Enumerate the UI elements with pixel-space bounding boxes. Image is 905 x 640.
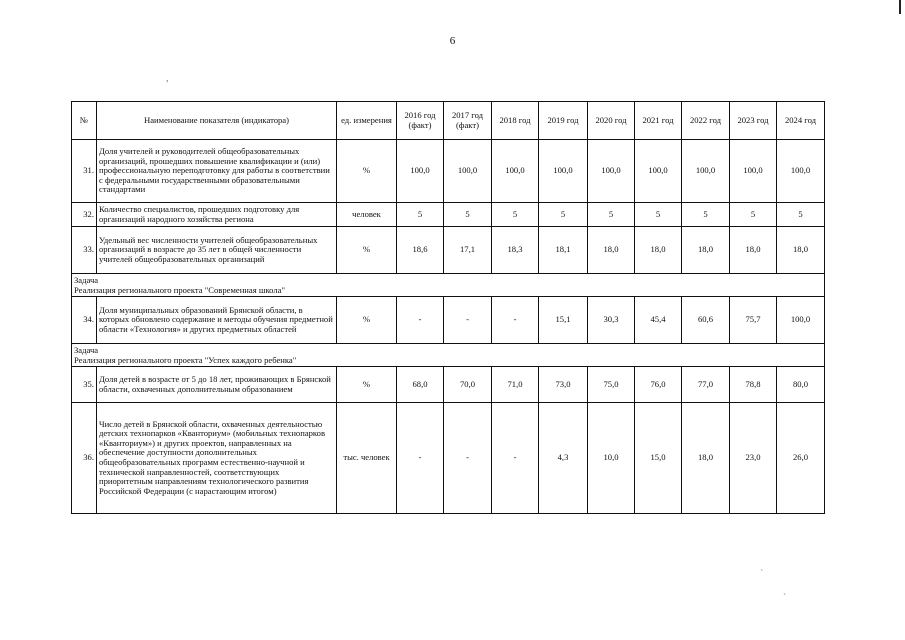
value-cell: 100,0 <box>397 140 444 203</box>
value-cell: 100,0 <box>682 140 730 203</box>
table-row <box>72 227 825 274</box>
value-cell: 5 <box>730 203 777 227</box>
value-cell: - <box>492 297 539 344</box>
scan-artifact: ` <box>783 593 787 604</box>
value-cell: 100,0 <box>777 140 825 203</box>
row-number: 35. <box>72 367 97 403</box>
unit-cell: % <box>337 297 397 344</box>
value-cell: 100,0 <box>777 297 825 344</box>
value-cell: 26,0 <box>777 403 825 514</box>
value-cell: 71,0 <box>492 367 539 403</box>
value-cell: 30,3 <box>588 297 635 344</box>
value-cell: 100,0 <box>539 140 588 203</box>
header-year: 2024 год <box>777 102 825 140</box>
value-cell: 15,1 <box>539 297 588 344</box>
header-name: Наименование показателя (индикатора) <box>97 102 337 140</box>
table-row <box>72 403 825 514</box>
value-cell: - <box>444 403 492 514</box>
value-cell: 18,0 <box>682 227 730 274</box>
value-cell: 73,0 <box>539 367 588 403</box>
scan-artifact: , <box>166 73 169 84</box>
header-year: 2021 год <box>635 102 682 140</box>
value-cell: 70,0 <box>444 367 492 403</box>
value-cell: 18,0 <box>588 227 635 274</box>
indicator-name: Удельный вес численности учителей общеобразовательных организаций в возрасте до 35 лет в общей численности учителей общеобразовательных организаций <box>97 227 337 274</box>
value-cell: 15,0 <box>635 403 682 514</box>
unit-cell: % <box>337 227 397 274</box>
row-number: 34. <box>72 297 97 344</box>
value-cell: - <box>492 403 539 514</box>
value-cell: 100,0 <box>444 140 492 203</box>
value-cell: 5 <box>588 203 635 227</box>
value-cell: 75,7 <box>730 297 777 344</box>
indicators-table <box>71 101 825 514</box>
value-cell: 76,0 <box>635 367 682 403</box>
value-cell: 5 <box>492 203 539 227</box>
value-cell: 80,0 <box>777 367 825 403</box>
value-cell: 45,4 <box>635 297 682 344</box>
value-cell: 77,0 <box>682 367 730 403</box>
indicator-name: Число детей в Брянской области, охваченных деятельностью детских технопарков «Кванториум» (мобильных технопарков «Кванториум») и других проектов, направленных на обеспечение доступности дополнительных общеобразовательных программ естественно-научной и технической направленностей, соответствующих приоритетным направлениям технологического развития Российской Федерации (с нарастающим итогом) <box>97 403 337 514</box>
row-number: 32. <box>72 203 97 227</box>
task-cell <box>72 274 825 297</box>
scan-edge-mark <box>899 0 901 14</box>
value-cell: 4,3 <box>539 403 588 514</box>
scan-artifact: ` <box>760 569 764 580</box>
value-cell: 10,0 <box>588 403 635 514</box>
task-text: Реализация регионального проекта "Успех каждого ребенка" <box>74 355 297 365</box>
indicator-name: Доля муниципальных образований Брянской области, в которых обновлено содержание и методы обучения предметной области «Технология» и других предметных областей <box>97 297 337 344</box>
row-number: 31. <box>72 140 97 203</box>
value-cell: 18,0 <box>635 227 682 274</box>
value-cell: 68,0 <box>397 367 444 403</box>
value-cell: 5 <box>635 203 682 227</box>
unit-cell: тыс. человек <box>337 403 397 514</box>
value-cell: 17,1 <box>444 227 492 274</box>
row-number: 36. <box>72 403 97 514</box>
table-row <box>72 140 825 203</box>
value-cell: 18,0 <box>682 403 730 514</box>
value-cell: 5 <box>397 203 444 227</box>
task-text: Реализация регионального проекта "Современная школа" <box>74 285 285 295</box>
value-cell: 18,1 <box>539 227 588 274</box>
task-label: Задача <box>74 274 99 285</box>
indicator-name: Доля учителей и руководителей общеобразовательных организаций, прошедших повышение квалификации и (или) профессиональную переподготовку для работы в соответствии с федеральными государственными образовательными стандартами <box>97 140 337 203</box>
header-num: № <box>72 102 97 140</box>
value-cell: - <box>397 297 444 344</box>
value-cell: 18,0 <box>730 227 777 274</box>
value-cell: 18,0 <box>777 227 825 274</box>
header-year: 2018 год <box>492 102 539 140</box>
value-cell: 5 <box>682 203 730 227</box>
table-row <box>72 367 825 403</box>
value-cell: 78,8 <box>730 367 777 403</box>
header-year: 2020 год <box>588 102 635 140</box>
value-cell: 100,0 <box>730 140 777 203</box>
unit-cell: % <box>337 140 397 203</box>
unit-cell: % <box>337 367 397 403</box>
value-cell: 18,3 <box>492 227 539 274</box>
value-cell: 5 <box>444 203 492 227</box>
header-year: 2022 год <box>682 102 730 140</box>
value-cell: - <box>444 297 492 344</box>
task-label: Задача <box>74 344 99 355</box>
header-year: 2017 год (факт) <box>444 102 492 140</box>
header-unit: ед. измерения <box>337 102 397 140</box>
header-year: 2023 год <box>730 102 777 140</box>
value-cell: 60,6 <box>682 297 730 344</box>
row-number: 33. <box>72 227 97 274</box>
value-cell: 75,0 <box>588 367 635 403</box>
task-row <box>72 274 825 297</box>
task-cell <box>72 344 825 367</box>
indicator-name: Количество специалистов, прошедших подготовку для организаций народного хозяйства региона <box>97 203 337 227</box>
header-year: 2019 год <box>539 102 588 140</box>
value-cell: 100,0 <box>635 140 682 203</box>
value-cell: 5 <box>777 203 825 227</box>
header-year: 2016 год (факт) <box>397 102 444 140</box>
value-cell: 18,6 <box>397 227 444 274</box>
value-cell: 100,0 <box>492 140 539 203</box>
table-row <box>72 203 825 227</box>
header-row <box>72 102 825 140</box>
value-cell: 100,0 <box>588 140 635 203</box>
value-cell: 23,0 <box>730 403 777 514</box>
page-number: 6 <box>449 35 456 47</box>
value-cell: 5 <box>539 203 588 227</box>
indicator-name: Доля детей в возрасте от 5 до 18 лет, проживающих в Брянской области, охваченных дополнительным образованием <box>97 367 337 403</box>
unit-cell: человек <box>337 203 397 227</box>
table-row <box>72 297 825 344</box>
task-row <box>72 344 825 367</box>
value-cell: - <box>397 403 444 514</box>
